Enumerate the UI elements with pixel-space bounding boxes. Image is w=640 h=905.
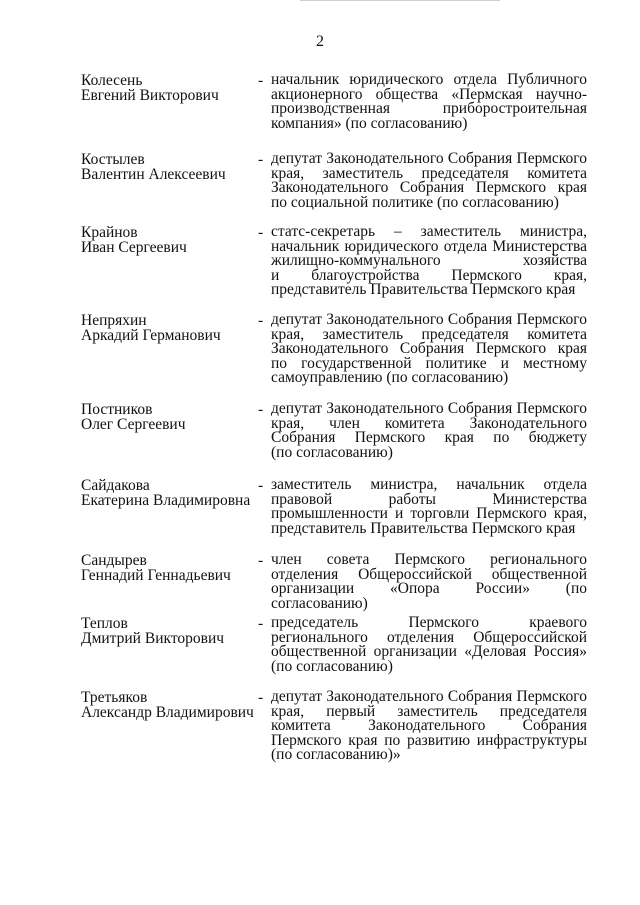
entry-dash: - [258, 615, 264, 632]
member-name-line: Сайдакова [81, 477, 150, 494]
member-name-line: Екатерина Владимировна [81, 492, 251, 509]
member-role-line: по социальной политике (по согласованию) [271, 193, 559, 211]
member-role-line: начальник юридического отдела Министерства [271, 237, 587, 255]
member-role-line: края, первый заместитель председателя [271, 702, 587, 720]
member-role [271, 73, 587, 131]
entry-dash: - [258, 72, 264, 89]
member-role [271, 152, 587, 210]
member-role-line: Пермского края по развитию инфраструктуры [271, 731, 587, 749]
member-role-line: промышленности и торговли Пермского края, [271, 505, 587, 523]
member-name-line: Постников [81, 401, 153, 418]
member-role [271, 313, 587, 386]
member-role-line: самоуправлению (по согласованию) [271, 369, 509, 387]
member-role-line: края, заместитель председателя комитета [271, 164, 587, 182]
member-name [81, 313, 256, 343]
entry-dash: - [258, 312, 264, 329]
entry-dash: - [258, 552, 264, 569]
member-name-line: Костылев [81, 151, 145, 168]
member-role [271, 553, 587, 611]
member-name [81, 402, 256, 432]
member-role-line: края, заместитель председателя комитета [271, 325, 587, 343]
member-role-line: представитель Правительства Пермского края [271, 519, 576, 537]
member-role-line: производственная приборостроительная [271, 100, 587, 118]
entry-dash: - [258, 401, 264, 418]
member-role-line: (по согласованию) [271, 657, 393, 675]
member-name-line: Сандырев [81, 552, 147, 569]
member-name [81, 478, 256, 508]
member-name-line: Иван Сергеевич [81, 239, 187, 256]
member-name [81, 553, 256, 583]
member-name-line: Крайнов [81, 224, 138, 241]
entry-dash: - [258, 477, 264, 494]
member-role-line: депутат Законодательного Собрания Пермского [271, 400, 587, 417]
member-role-line: компания» (по согласованию) [271, 114, 468, 132]
member-name [81, 690, 256, 720]
member-role-line: депутат Законодательного Собрания Пермского [271, 688, 587, 705]
member-role-line: правовой работы Министерства [271, 490, 587, 508]
member-role-line: регионального отделения Общероссийской [271, 628, 587, 646]
member-name-line: Теплов [81, 615, 128, 632]
member-name-line: Третьяков [81, 689, 148, 706]
member-role-line: акционерного общества «Пермская научно- [271, 85, 587, 103]
member-name-line: Непряхин [81, 312, 147, 329]
member-role-line: заместитель министра, начальник отдела [271, 476, 587, 493]
member-name-line: Дмитрий Викторович [81, 630, 225, 647]
member-name [81, 225, 256, 255]
member-name-line: Валентин Алексеевич [81, 166, 226, 183]
page-number: 2 [316, 33, 324, 50]
member-name-line: Геннадий Геннадьевич [81, 567, 231, 584]
top-rule [300, 0, 500, 1]
member-role-line: организации «Опора России» (по согласованию) [271, 580, 587, 612]
member-role-line: начальник юридического отдела Публичного [271, 71, 587, 88]
member-role [271, 225, 587, 298]
member-name-line: Аркадий Германович [81, 327, 221, 344]
member-role-line: общественной организации «Деловая Россия» [271, 643, 587, 661]
member-name-line: Колесень [81, 72, 143, 89]
member-role [271, 478, 587, 536]
member-role-line: депутат Законодательного Собрания Пермского [271, 150, 587, 167]
member-role [271, 690, 587, 763]
member-name-line: Евгений Викторович [81, 87, 219, 104]
member-role-line: жилищно-коммунального хозяйства [271, 252, 587, 270]
member-name-line: Александр Владимирович [81, 704, 254, 721]
member-role [271, 402, 587, 460]
member-role-line: член совета Пермского регионального [271, 551, 587, 568]
member-role-line: (по согласованию) [271, 443, 393, 461]
member-role-line: Законодательного Собрания Пермского края [271, 179, 587, 197]
member-role-line: и благоустройства Пермского края, [271, 266, 587, 284]
member-role-line: (по согласованию)» [271, 746, 401, 764]
entry-dash: - [258, 224, 264, 241]
member-role-line: края, член комитета Законодательного [271, 414, 587, 432]
member-name [81, 152, 256, 182]
entry-dash: - [258, 689, 264, 706]
member-role-line: Законодательного Собрания Пермского края [271, 340, 587, 358]
member-role-line: представитель Правительства Пермского края [271, 281, 576, 299]
member-name [81, 73, 256, 103]
member-role-line: председатель Пермского краевого [271, 614, 587, 631]
member-role-line: депутат Законодательного Собрания Пермского [271, 311, 587, 328]
member-role-line: отделения Общероссийской общественной [271, 565, 587, 583]
member-role-line: Собрания Пермского края по бюджету [271, 429, 587, 447]
member-role-line: статс-секретарь – заместитель министра, [271, 223, 587, 240]
member-name-line: Олег Сергеевич [81, 416, 186, 433]
member-role [271, 616, 587, 674]
entry-dash: - [258, 151, 264, 168]
member-name [81, 616, 256, 646]
member-role-line: комитета Законодательного Собрания [271, 717, 587, 735]
member-role-line: по государственной политике и местному [271, 354, 587, 372]
